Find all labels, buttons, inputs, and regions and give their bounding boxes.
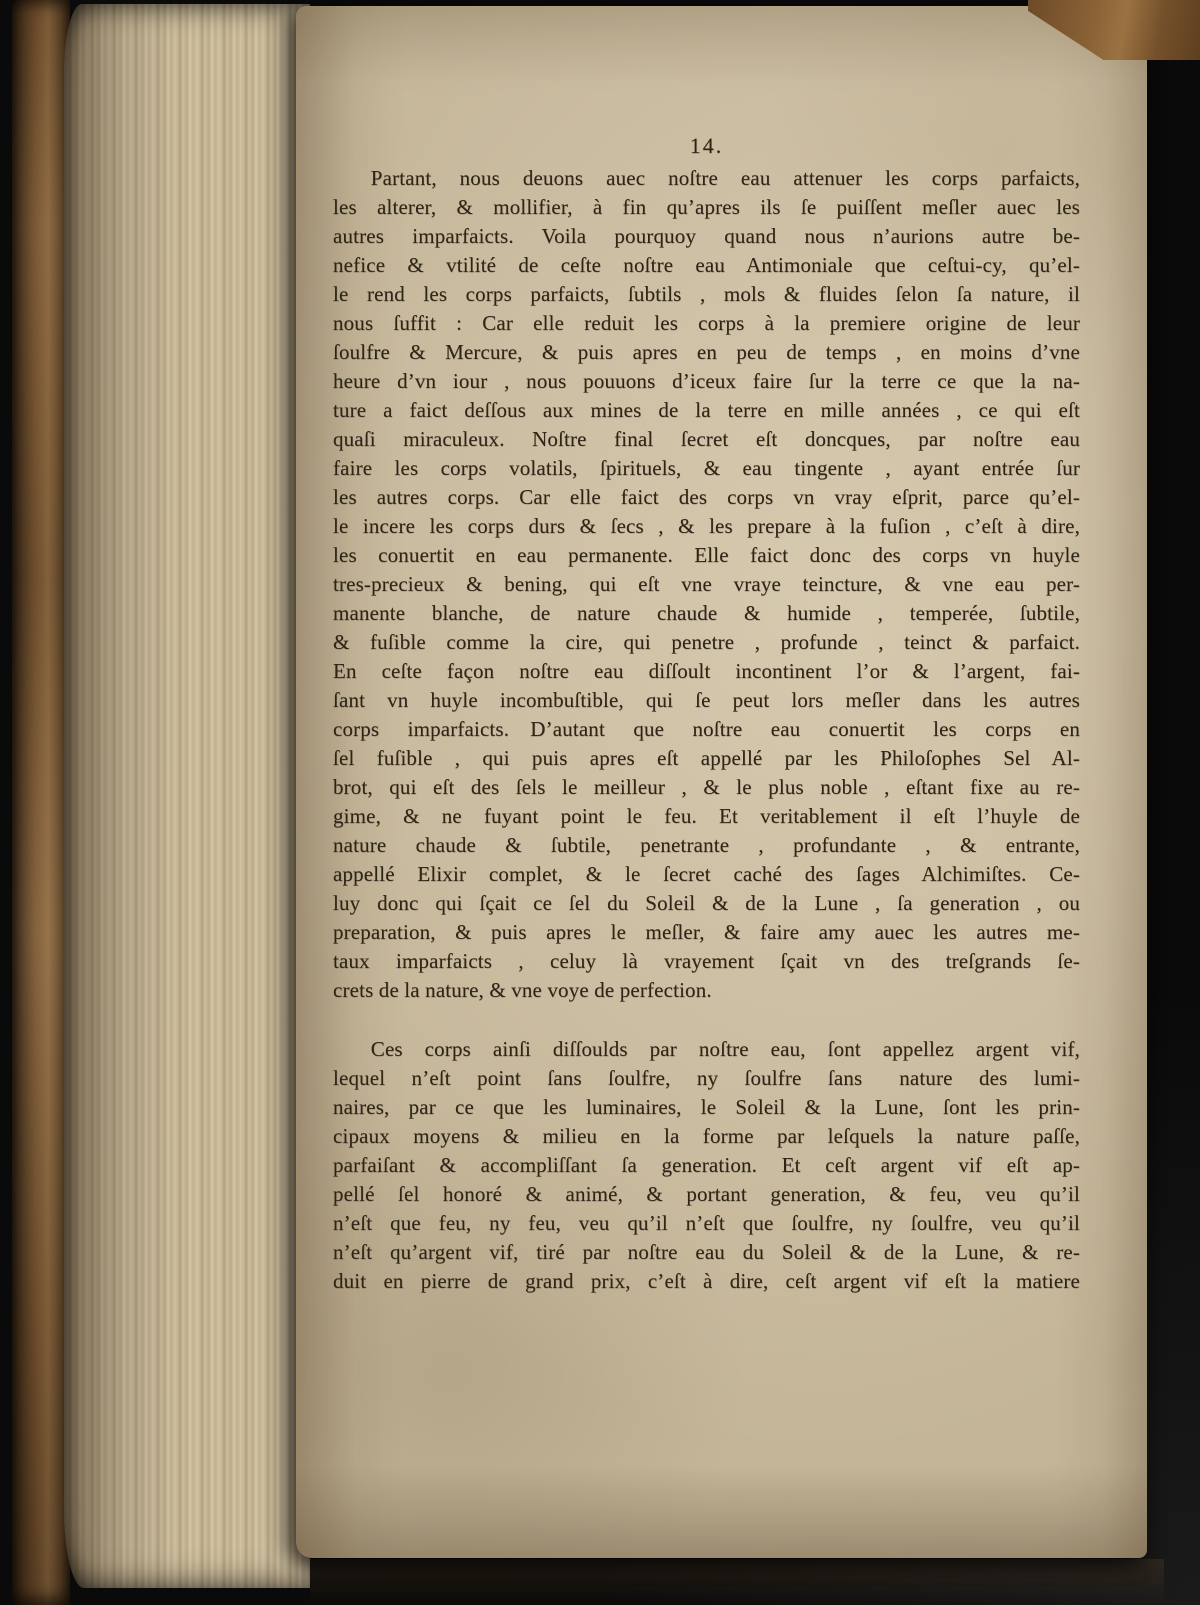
text-line: manente blanche, de nature chaude & humide , temperée, ſubtile, bbox=[333, 601, 1080, 625]
text-line: cipaux moyens & milieu en la forme par leſquels la nature paſſe, bbox=[333, 1124, 1080, 1148]
text-block bbox=[333, 133, 1080, 1296]
text-line: duit en pierre de grand prix, c’eſt à dire, ceſt argent vif eſt la matiere bbox=[333, 1269, 1080, 1293]
text-line: ſel fuſible , qui puis apres eſt appellé par les Philoſophes Sel Al- bbox=[333, 746, 1080, 770]
text-line: Partant, nous deuons auec noſtre eau attenuer les corps parfaicts, bbox=[370, 166, 1080, 190]
book-spine bbox=[12, 0, 70, 1605]
text-line: autres imparfaicts. Voila pourquoy quand nous n’aurions autre be- bbox=[333, 224, 1080, 248]
text-line: naires, par ce que les luminaires, le Soleil & la Lune, ſont les prin- bbox=[333, 1095, 1080, 1119]
text-line: preparation, & puis apres le meſler, & faire amy auec les autres me- bbox=[333, 920, 1080, 944]
text-line: le rend les corps parfaicts, ſubtils , mols & fluides ſelon ſa nature, il bbox=[333, 282, 1080, 306]
text-line: nature chaude & ſubtile, penetrante , profundante , & entrante, bbox=[333, 833, 1080, 857]
text-line: quaſi miraculeux. Noſtre final ſecret eſt doncques, par noſtre eau bbox=[333, 427, 1080, 451]
text-line: les alterer, & mollifier, à fin qu’apres ils ſe puiſſent meſler auec les bbox=[333, 195, 1080, 219]
paragraph bbox=[333, 164, 1080, 1005]
text-line: parfaiſant & accompliſſant ſa generation. Et ceſt argent vif eſt ap- bbox=[333, 1153, 1080, 1177]
text-line: pellé ſel honoré & animé, & portant generation, & feu, veu qu’il bbox=[333, 1182, 1080, 1206]
text-line: nous ſuffit : Car elle reduit les corps à la premiere origine de leur bbox=[333, 311, 1080, 335]
text-line: crets de la nature, & vne voye de perfection. bbox=[333, 978, 712, 1002]
page-edges-stack bbox=[64, 4, 310, 1588]
text-line: corps imparfaicts. D’autant que noſtre eau conuertit les corps en bbox=[333, 717, 1080, 741]
text-line: heure d’vn iour , nous pouuons d’iceux faire ſur la terre ce que la na- bbox=[333, 369, 1080, 393]
text-line: luy donc qui ſçait ce ſel du Soleil & de la Lune , ſa generation , ou bbox=[333, 891, 1080, 915]
text-line: tres-precieux & bening, qui eſt vne vraye teincture, & vne eau per- bbox=[333, 572, 1080, 596]
text-line: n’eſt qu’argent vif, tiré par noſtre eau du Soleil & de la Lune, & re- bbox=[333, 1240, 1080, 1264]
text-line: n’eſt que feu, ny feu, veu qu’il n’eſt que ſoulfre, ny ſoulfre, veu qu’il bbox=[333, 1211, 1080, 1235]
text-line: Ces corps ainſi diſſoulds par noſtre eau, ſont appellez argent vif, bbox=[370, 1037, 1080, 1061]
paragraph bbox=[333, 1035, 1080, 1296]
text-line: les autres corps. Car elle faict des corps vn vray eſprit, parce qu’el- bbox=[333, 485, 1080, 509]
text-line: le incere les corps durs & ſecs , & les prepare à la fuſion , c’eſt à dire, bbox=[333, 514, 1080, 538]
text-line: nefice & vtilité de ceſte noſtre eau Antimoniale que ceſtui-cy, qu’el- bbox=[333, 253, 1080, 277]
book-page bbox=[296, 6, 1147, 1558]
text-line: taux imparfaicts , celuy là vrayement ſçait vn des treſgrands ſe- bbox=[333, 949, 1080, 973]
text-line: faire les corps volatils, ſpirituels, & eau tingente , ayant entrée ſur bbox=[333, 456, 1080, 480]
text-line: les conuertit en eau permanente. Elle faict donc des corps vn huyle bbox=[333, 543, 1080, 567]
text-line: appellé Elixir complet, & le ſecret caché des ſages Alchimiſtes. Ce- bbox=[333, 862, 1080, 886]
cover-bottom-edge bbox=[310, 1559, 1164, 1605]
text-line: ſant vn huyle incombuſtible, qui ſe peut lors meſler dans les autres bbox=[333, 688, 1080, 712]
text-line: gime, & ne fuyant point le feu. Et veritablement il eſt l’huyle de bbox=[333, 804, 1080, 828]
text-line: ſoulfre & Mercure, & puis apres en peu de temps , en moins d’vne bbox=[333, 340, 1080, 364]
text-line: lequel n’eſt point ſans ſoulfre, ny ſoulfre ſans nature des lumi- bbox=[333, 1066, 1080, 1090]
text-line: En ceſte façon noſtre eau diſſoult incontinent l’or & l’argent, fai- bbox=[333, 659, 1080, 683]
text-line: ture a faict deſſous aux mines de la terre en mille années , ce qui eſt bbox=[333, 398, 1080, 422]
page-number: 14. bbox=[689, 133, 724, 158]
text-line: & fuſible comme la cire, qui penetre , profunde , teinct & parfaict. bbox=[333, 630, 1080, 654]
text-line: brot, qui eſt des ſels le meilleur , & le plus noble , eſtant fixe au re- bbox=[333, 775, 1080, 799]
